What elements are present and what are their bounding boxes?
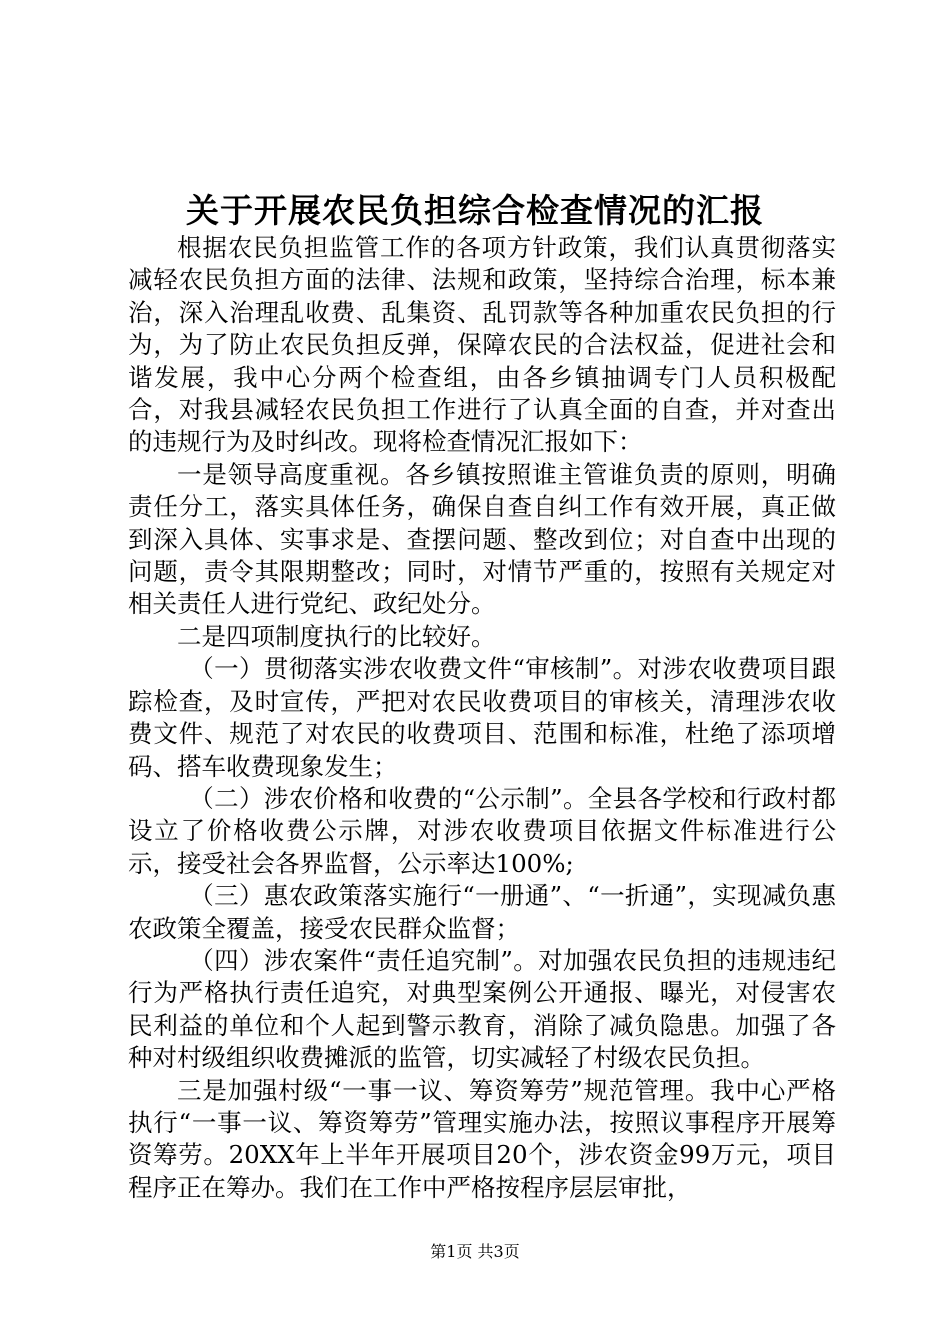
page-footer: 第1页 共3页: [430, 1242, 520, 1261]
paragraph-subpoint-2: （二）涉农价格和收费的“公示制”。全县各学校和行政村都设立了价格收费公示牌，对涉农收费项目依据文件标准进行公示，接受社会各界监督，公示率达100%;: [128, 783, 836, 878]
paragraph-intro: 根据农民负担监管工作的各项方针政策，我们认真贯彻落实减轻农民负担方面的法律、法规和政策，坚持综合治理，标本兼治，深入治理乱收费、乱集资、乱罚款等各种加重农民负担的行为，为了防止农民负担反弹，保障农民的合法权益，促进社会和谐发展，我中心分两个检查组，由各乡镇抽调专门人员积极配合，对我县减轻农民负担工作进行了认真全面的自查，并对查出的违规行为及时纠改。现将检查情况汇报如下：: [128, 233, 836, 457]
paragraph-point-one: 一是领导高度重视。各乡镇按照谁主管谁负责的原则，明确责任分工，落实具体任务，确保自查自纠工作有效开展，真正做到深入具体、实事求是、查摆问题、整改到位；对自查中出现的问题，责令其限期整改；同时，对情节严重的，按照有关规定对相关责任人进行党纪、政纪处分。: [128, 459, 836, 619]
paragraph-point-two: 二是四项制度执行的比较好。: [177, 621, 496, 651]
paragraph-subpoint-3: （三）惠农政策落实施行“一册通”、“一折通”，实现减负惠农政策全覆盖，接受农民群众监督；: [128, 881, 836, 943]
paragraph-point-three: 三是加强村级“一事一议、筹资筹劳”规范管理。我中心严格执行“一事一议、筹资筹劳”管理实施办法，按照议事程序开展筹资筹劳。20XX年上半年开展项目20个，涉农资金99万元，项目程序正在筹办。我们在工作中严格按程序层层审批，: [128, 1075, 836, 1202]
paragraph-subpoint-4: （四）涉农案件“责任追究制”。对加强农民负担的违规违纪行为严格执行责任追究，对典型案例公开通报、曝光，对侵害农民利益的单位和个人起到警示教育，消除了减负隐患。加强了各种对村级组织收费摊派的监管，切实减轻了村级农民负担。: [128, 945, 836, 1073]
document-body: [128, 232, 836, 1204]
document-title: 关于开展农民负担综合检查情况的汇报: [186, 191, 764, 230]
paragraph-subpoint-1: （一）贯彻落实涉农收费文件“审核制”。对涉农收费项目跟踪检查，及时宣传，严把对农民收费项目的审核关，清理涉农收费文件、规范了对农民的收费项目、范围和标准，杜绝了添项增码、搭车收费现象发生；: [128, 654, 836, 781]
